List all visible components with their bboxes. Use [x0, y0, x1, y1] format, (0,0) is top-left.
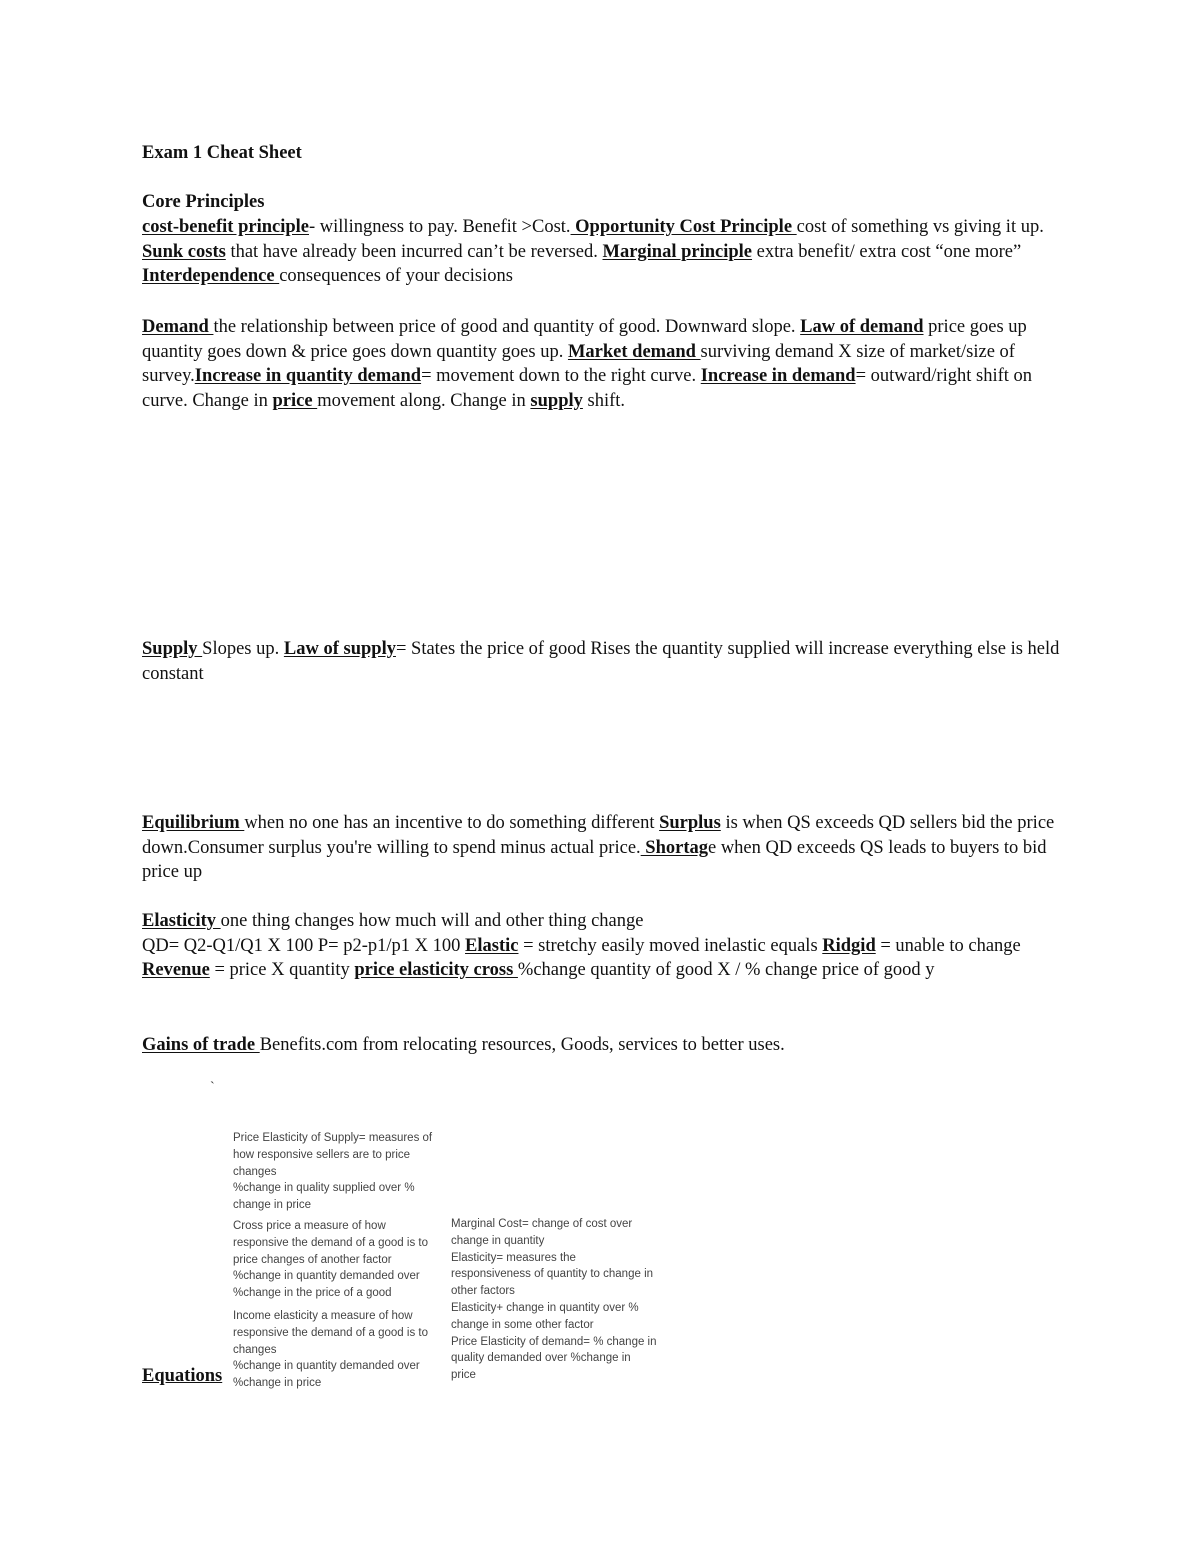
core-principles-heading: Core Principles [142, 192, 265, 212]
gains-of-trade-paragraph [142, 1033, 1062, 1058]
document-title: Exam 1 Cheat Sheet [142, 143, 302, 163]
text: that have already been incurred can’t be reversed. [225, 241, 603, 262]
note-cross-price: Cross price a measure of how responsive the demand of a good is to price changes of another factor %change in quantity demanded over %change in the price of a good [233, 1220, 428, 1300]
elasticity-paragraph [142, 909, 1062, 983]
text: = States the price of good Rises the quantity supplied will increase everything else is held constant [142, 639, 1060, 684]
term-shortage: Shortag [640, 837, 708, 858]
text: is when QS exceeds QD sellers bid the price down.Consumer surplus you're willing to spend minus actual price. [142, 813, 1055, 858]
text: Benefits.com from relocating resources, Goods, services to better uses. [259, 1035, 785, 1055]
text: %change quantity of good X / % change price of good y [517, 960, 935, 980]
text: extra benefit/ extra cost “one more” [752, 241, 1022, 262]
term-increase-quantity-demand: Increase in quantity demand [194, 366, 422, 386]
text: cost of something vs giving it up. [796, 217, 1044, 237]
note-price-elasticity-supply: Price Elasticity of Supply= measures of how responsive sellers are to price changes %change in quality supplied over % change in price [233, 1132, 433, 1212]
text: = unable to change [875, 935, 1021, 956]
text: = movement down to the right curve. [421, 366, 701, 386]
text: Slopes up. [202, 639, 284, 659]
note-income-elasticity: Income elasticity a measure of how responsive the demand of a good is to changes %change in quantity demanded over %change in price [233, 1310, 428, 1390]
text: - willingness to pay. Benefit >Cost. [309, 217, 571, 237]
term-price-elasticity-cross: price elasticity cross [354, 960, 518, 980]
supply-paragraph [142, 637, 1062, 686]
text: price goes up quantity goes down & price goes down quantity goes up. [142, 317, 1027, 362]
term-price: price [272, 390, 318, 411]
text: = outward/right shift on curve. Change in [142, 366, 1033, 411]
formula-text: QD= Q2-Q1/Q1 X 100 P= p2-p1/p1 X 100 [142, 935, 466, 956]
term-law-of-supply: Law of supply [283, 639, 396, 659]
term-law-of-demand: Law of demand [800, 317, 924, 337]
term-supply: supply [530, 390, 583, 411]
equilibrium-paragraph [142, 811, 1062, 885]
demand-paragraph [142, 315, 1062, 413]
term-sunk-costs: Sunk costs [142, 241, 226, 262]
term-opportunity-cost: Opportunity Cost Principle [570, 217, 797, 237]
term-elasticity: Elasticity [142, 911, 221, 931]
term-demand: Demand [142, 317, 214, 337]
note-marginal-cost-elasticity: Marginal Cost= change of cost over change in quantity Elasticity= measures the responsiveness of quantity to change in other factors Elasticity+ change in quantity over % change in some other factor Price Elasticity of demand= % change in quality demanded over %change in price [451, 1218, 657, 1382]
equations-label: Equations [142, 1366, 223, 1386]
text: movement along. Change in [317, 390, 531, 411]
text: e when QD exceeds QS leads to buyers to bid price up [142, 837, 1047, 882]
text: shift. [582, 390, 626, 411]
term-ridgid: Ridgid [822, 935, 876, 956]
text: consequences of your decisions [279, 266, 513, 286]
text: one thing changes how much will and other thing change [220, 911, 644, 931]
text: = price X quantity [209, 960, 355, 980]
term-revenue: Revenue [142, 960, 210, 980]
term-gains-of-trade: Gains of trade [142, 1035, 260, 1055]
text: when no one has an incentive to do something different [244, 813, 660, 833]
core-principles-paragraph [142, 215, 1062, 289]
term-marginal-principle: Marginal principle [602, 241, 753, 262]
term-elastic: Elastic [465, 935, 519, 956]
term-interdependence: Interdependence [142, 266, 280, 286]
text: = stretchy easily moved inelastic equals [518, 935, 823, 956]
stray-mark: ` [210, 1080, 215, 1095]
term-supply-heading: Supply [142, 639, 203, 659]
text: surviving demand X size of market/size of survey. [142, 341, 1015, 386]
text: the relationship between price of good and quantity of good. Downward slope. [213, 317, 801, 337]
term-cost-benefit: cost-benefit principle [142, 217, 309, 237]
term-equilibrium: Equilibrium [142, 813, 245, 833]
term-increase-in-demand: Increase in demand [700, 366, 856, 386]
term-surplus: Surplus [659, 813, 721, 833]
term-market-demand: Market demand [567, 341, 701, 362]
